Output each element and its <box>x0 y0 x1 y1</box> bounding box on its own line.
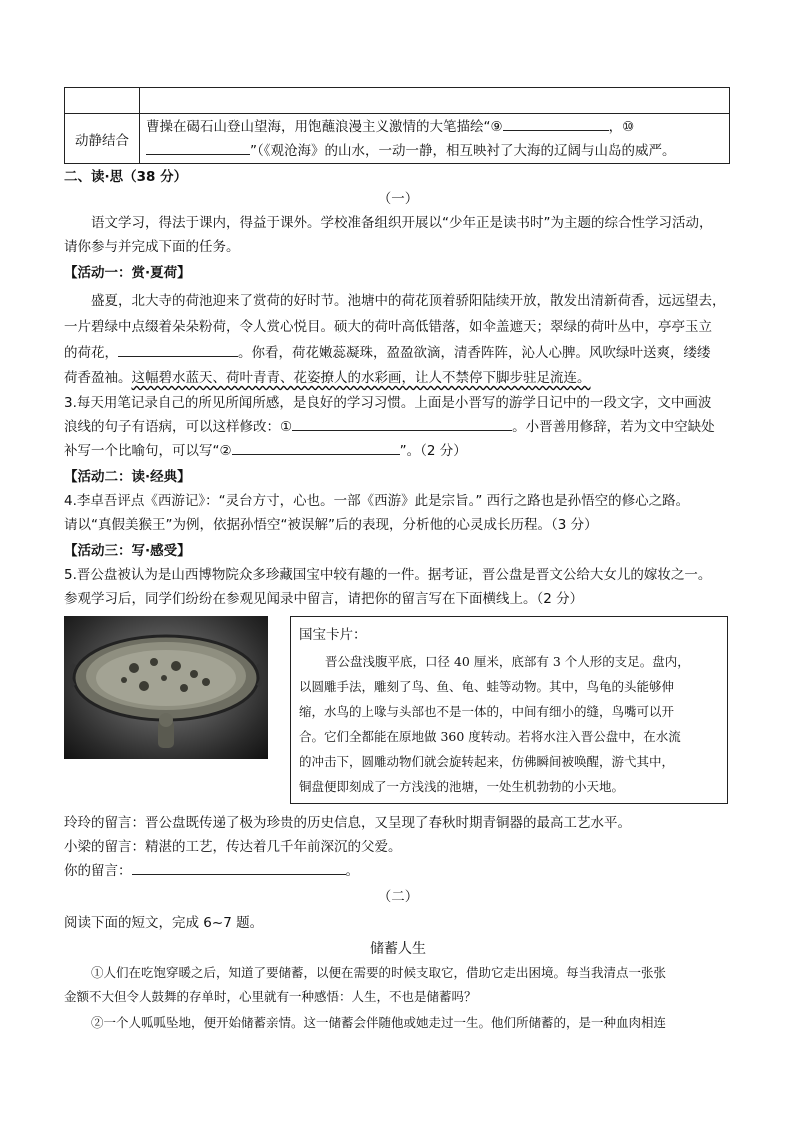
comment-yours <box>64 860 732 882</box>
blank-simile[interactable] <box>118 356 238 357</box>
table-row2-text-a: 曹操在碣石山登山望海，用饱蘸浪漫主义激情的大笔描绘“⑨ <box>146 118 503 135</box>
comment-answer-blank[interactable] <box>132 874 346 875</box>
card-title: 国宝卡片： <box>299 627 367 643</box>
table-row2-label: 动静结合 <box>65 114 140 164</box>
q4-line-1: 4.李卓吾评点《西游记》：“灵台方寸，心也。一部《西游》此是宗旨。” 西行之路也是孙悟空的修心之路。 <box>64 493 690 509</box>
passage1-line3-b: 。你看，荷花嫩蕊凝珠，盈盈欲滴，清香阵阵，沁人心脾。风吹绿叶送爽，缕缕 <box>238 345 711 361</box>
q3-line-3 <box>64 440 732 462</box>
q3-line-2 <box>64 416 732 438</box>
answer-blank-2[interactable] <box>232 454 400 455</box>
q4-line-2: 请以“真假美猴王”为例，依据孙悟空“被误解”后的表现，分析他的心灵成长历程。（3 分） <box>64 517 598 533</box>
table-row1-label <box>65 88 140 114</box>
wavy-sentence: 这幅碧水蓝天、荷叶青青、花姿撩人的水彩画，让人不禁停下脚步驻足流连。 <box>131 370 591 386</box>
card-line-4: 合。它们全都能在原地做 360 度转动。若将水注入晋公盘中，在水流 <box>299 729 681 744</box>
q3-line3-b: ”。（2 分） <box>399 443 467 459</box>
q3-line2-b: 。小晋善用修辞，若为文中空缺处 <box>512 419 715 435</box>
top-table <box>64 87 730 164</box>
part1-title: （一） <box>377 191 419 207</box>
passage1-line4-a: 荷香盈袖。 <box>64 370 132 386</box>
card-body <box>299 649 719 799</box>
card-line-2: 以圆雕手法，雕刻了鸟、鱼、龟、蛙等动物。其中，鸟龟的头能够伸 <box>299 679 675 694</box>
table-row2-content <box>140 114 730 164</box>
part2-title: （二） <box>377 889 419 905</box>
jingong-plate-photo <box>64 616 268 759</box>
activity2-title: 【活动二：读·经典】 <box>64 469 191 485</box>
comment-yours-end: 。 <box>345 863 359 879</box>
q5-line-1: 5.晋公盘被认为是山西博物院众多珍藏国宝中较有趣的一件。据考证，晋公盘是晋文公给大女儿的嫁妆之一。 <box>64 567 712 583</box>
part2-intro: 阅读下面的短文，完成 6~7 题。 <box>64 915 264 931</box>
q3-line-1: 3.每天用笔记录自己的所见所闻所感，是良好的学习习惯。上面是小晋写的游学日记中的一段文字，文中画波 <box>64 395 712 411</box>
intro-line-1: 语文学习，得法于课内，得益于课外。学校准备组织开展以“少年正是读书时”为主题的综合性学习活动， <box>91 215 713 231</box>
passage1-line-4 <box>64 367 732 389</box>
activity1-title: 【活动一：赏·夏荷】 <box>64 265 191 281</box>
essay-p2-line-1: ②一个人呱呱坠地，便开始储蓄亲情。这一储蓄会伴随他或她走过一生。他们所储蓄的，是一种血肉相连 <box>91 1015 667 1030</box>
q5-line-2: 参观学习后，同学们纷纷在参观见闻录中留言，请把你的留言写在下面横线上。（2 分） <box>64 591 584 607</box>
passage1-line-2: 一片碧绿中点缀着朵朵粉荷，令人赏心悦目。硕大的荷叶高低错落，如伞盖遮天；翠绿的荷叶丛中，亭亭玉立 <box>64 319 712 335</box>
passage1-line3-a: 的荷花， <box>64 345 118 361</box>
passage1-line-3 <box>64 342 732 364</box>
comment-xiaoliang: 小梁的留言：精湛的工艺，传达着几千年前深沉的父爱。 <box>64 839 402 855</box>
intro-line-2: 请你参与并完成下面的任务。 <box>64 239 240 255</box>
blank-9[interactable] <box>503 130 609 131</box>
plate-image-icon <box>64 616 268 759</box>
passage1-line-1: 盛夏，北大寺的荷池迎来了赏荷的好时节。池塘中的荷花顶着骄阳陆续开放，散发出清新荷香，远远望去， <box>91 293 726 309</box>
card-line-5: 的冲击下，圆雕动物们就会旋转起来，仿佛瞬间被唤醒，游弋其中， <box>299 754 675 769</box>
blank-10[interactable] <box>146 154 250 155</box>
card-line-6: 铜盘便即刻成了一方浅浅的池塘，一处生机勃勃的小天地。 <box>299 779 625 794</box>
answer-blank-1[interactable] <box>292 430 512 431</box>
essay-p1-line-1: ①人们在吃饱穿暖之后，知道了要储蓄，以便在需要的时候支取它，借助它走出困境。每当我清点一张张 <box>91 965 667 980</box>
comment-yours-label: 你的留言： <box>64 863 132 879</box>
q3-line3-a: 补写一个比喻句，可以写“② <box>64 443 232 459</box>
table-row1-content <box>140 88 730 114</box>
card-line-3: 缩，水鸟的上喙与头部也不是一体的，中间有细小的缝，鸟嘴可以开 <box>299 704 675 719</box>
essay-p1-line-2: 金额不大但令人鼓舞的存单时，心里就有一种感悟：人生，不也是储蓄吗？ <box>64 989 477 1004</box>
q3-line2-a: 浪线的句子有语病，可以这样修改：① <box>64 419 293 435</box>
table-row2-text-b: ，⑩ <box>608 118 635 135</box>
table-row2-text-c: ”（《观沧海》的山水，一动一静，相互映衬了大海的辽阔与山岛的威严。 <box>250 142 676 159</box>
section2-title: 二、读·思（38 分） <box>64 169 188 185</box>
essay-title: 储蓄人生 <box>370 941 426 957</box>
treasure-card <box>290 616 728 804</box>
comment-lingling: 玲玲的留言：晋公盘既传递了极为珍贵的历史信息，又呈现了春秋时期青铜器的最高工艺水平。 <box>64 815 631 831</box>
activity3-title: 【活动三：写·感受】 <box>64 543 191 559</box>
card-line-1: 晋公盘浅腹平底，口径 40 厘米，底部有 3 个人形的支足。盘内， <box>325 654 690 669</box>
